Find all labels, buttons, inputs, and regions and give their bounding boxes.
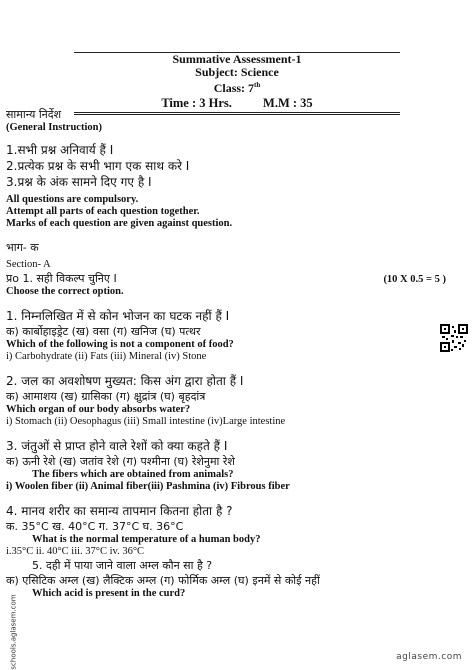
paper-header bbox=[0, 52, 474, 115]
mcq-1-options-hi: क) कार्बोहाइड्रेट (ख) वसा (ग) खनिज (घ) पत्थर bbox=[6, 325, 201, 338]
instructions-heading-en: (General Instruction) bbox=[6, 122, 102, 133]
mcq-4-question-hi: 4. मानव शरीर का समान्य तापमान कितना होता है ? bbox=[6, 504, 233, 518]
mcq-5 bbox=[6, 558, 446, 600]
question-1-marks: (10 X 0.5 = 5 ) bbox=[383, 274, 446, 285]
subject-line: Subject: Science bbox=[195, 65, 279, 79]
paper-body bbox=[6, 107, 446, 600]
question-1-heading-en: Choose the correct option. bbox=[6, 286, 124, 297]
class-line bbox=[0, 79, 474, 95]
mcq-3-question-en: The fibers which are obtained from animals? bbox=[32, 469, 234, 480]
mcq-1-question-hi: 1. निम्नलिखित में से कोन भोजन का घटक नहीं हैं I bbox=[6, 309, 230, 323]
mcq-1 bbox=[6, 308, 446, 363]
mcq-2 bbox=[6, 373, 446, 428]
mcq-4-options-en: i.35°C ii. 40°C iii. 37°C iv. 36°C bbox=[6, 546, 145, 557]
mcq-2-options-en: i) Stomach (ii) Oesophagus (iii) Small intestine (iv)Large intestine bbox=[6, 416, 286, 427]
mcq-3 bbox=[6, 438, 446, 493]
side-watermark bbox=[2, 594, 18, 670]
mcq-5-question-en: Which acid is present in the curd? bbox=[32, 588, 186, 599]
time-label: Time : 3 Hrs. bbox=[161, 96, 232, 110]
instructions-heading-hi: सामान्य निर्देश bbox=[6, 108, 62, 121]
mcq-2-question-hi: 2. जल का अवशोषण मुख्यत: किस अंग द्वारा होता हैं I bbox=[6, 374, 244, 388]
qr-code-icon[interactable] bbox=[440, 324, 468, 352]
mcq-3-question-hi: 3. जंतुओं से प्राप्त होने वाले रेशों को क्या कहते हैं I bbox=[6, 439, 228, 453]
instruction-hi-2: 2.प्रत्येक प्रश्न के सभी भाग एक साथ करे I bbox=[6, 159, 190, 173]
mcq-4 bbox=[6, 503, 446, 558]
instruction-hi-3: 3.प्रश्न के अंक सामने दिए गए है I bbox=[6, 175, 152, 189]
mcq-5-options-hi: क) एसिटिक अम्ल (ख) लैक्टिक अम्ल (ग) फोर्मिक अम्ल (घ) इनमें से कोई नहीं bbox=[6, 574, 320, 587]
class-sup: th bbox=[254, 81, 261, 89]
section-name-hi: भाग- क bbox=[6, 241, 39, 254]
instruction-en-2: Attempt all parts of each question together. bbox=[6, 206, 200, 217]
mcq-4-question-en: What is the normal temperature of a human body? bbox=[32, 534, 261, 545]
mcq-3-options-en: i) Woolen fiber (ii) Animal fiber(iii) Pashmina (iv) Fibrous fiber bbox=[6, 481, 290, 492]
side-watermark-text: schools.aglasem.com bbox=[9, 594, 18, 670]
mcq-4-options-hi: क. 35°C ख. 40°C ग. 37°C घ. 36°C bbox=[6, 520, 184, 533]
instruction-en-3: Marks of each question are given against question. bbox=[6, 218, 233, 229]
max-marks-label: M.M : 35 bbox=[263, 96, 313, 110]
instruction-en-1: All questions are compulsory. bbox=[6, 194, 139, 205]
question-1-heading-hi: प्रo 1. सही विकल्प चुनिए I bbox=[6, 272, 117, 285]
mcq-3-options-hi: क) ऊनी रेशे (ख) जतांव रेशे (ग) पश्मीना (घ) रेशेनुमा रेशे bbox=[6, 455, 235, 468]
instruction-hi-1: 1.सभी प्रश्न अनिवार्य हैं I bbox=[6, 143, 114, 157]
mcq-5-question-hi: 5. दही में पाया जाने वाला अम्ल कौन सा है ? bbox=[32, 559, 213, 572]
assessment-title: Summative Assessment-1 bbox=[172, 52, 302, 66]
mcq-1-options-en: i) Carbohydrate (ii) Fats (iii) Mineral (iv) Stone bbox=[6, 351, 207, 362]
question-1-row bbox=[6, 271, 446, 286]
site-brand[interactable]: aglasem.com bbox=[396, 652, 462, 662]
mcq-2-options-hi: क) आमाशय (ख) ग्रासिका (ग) क्षुद्रांत्र (घ) बृहदांत्र bbox=[6, 390, 206, 403]
class-label: Class: 7 bbox=[213, 81, 255, 95]
mcq-2-question-en: Which organ of our body absorbs water? bbox=[6, 404, 191, 415]
mcq-1-question-en: Which of the following is not a component of food? bbox=[6, 339, 234, 350]
section-name-en: Section- A bbox=[6, 259, 51, 270]
